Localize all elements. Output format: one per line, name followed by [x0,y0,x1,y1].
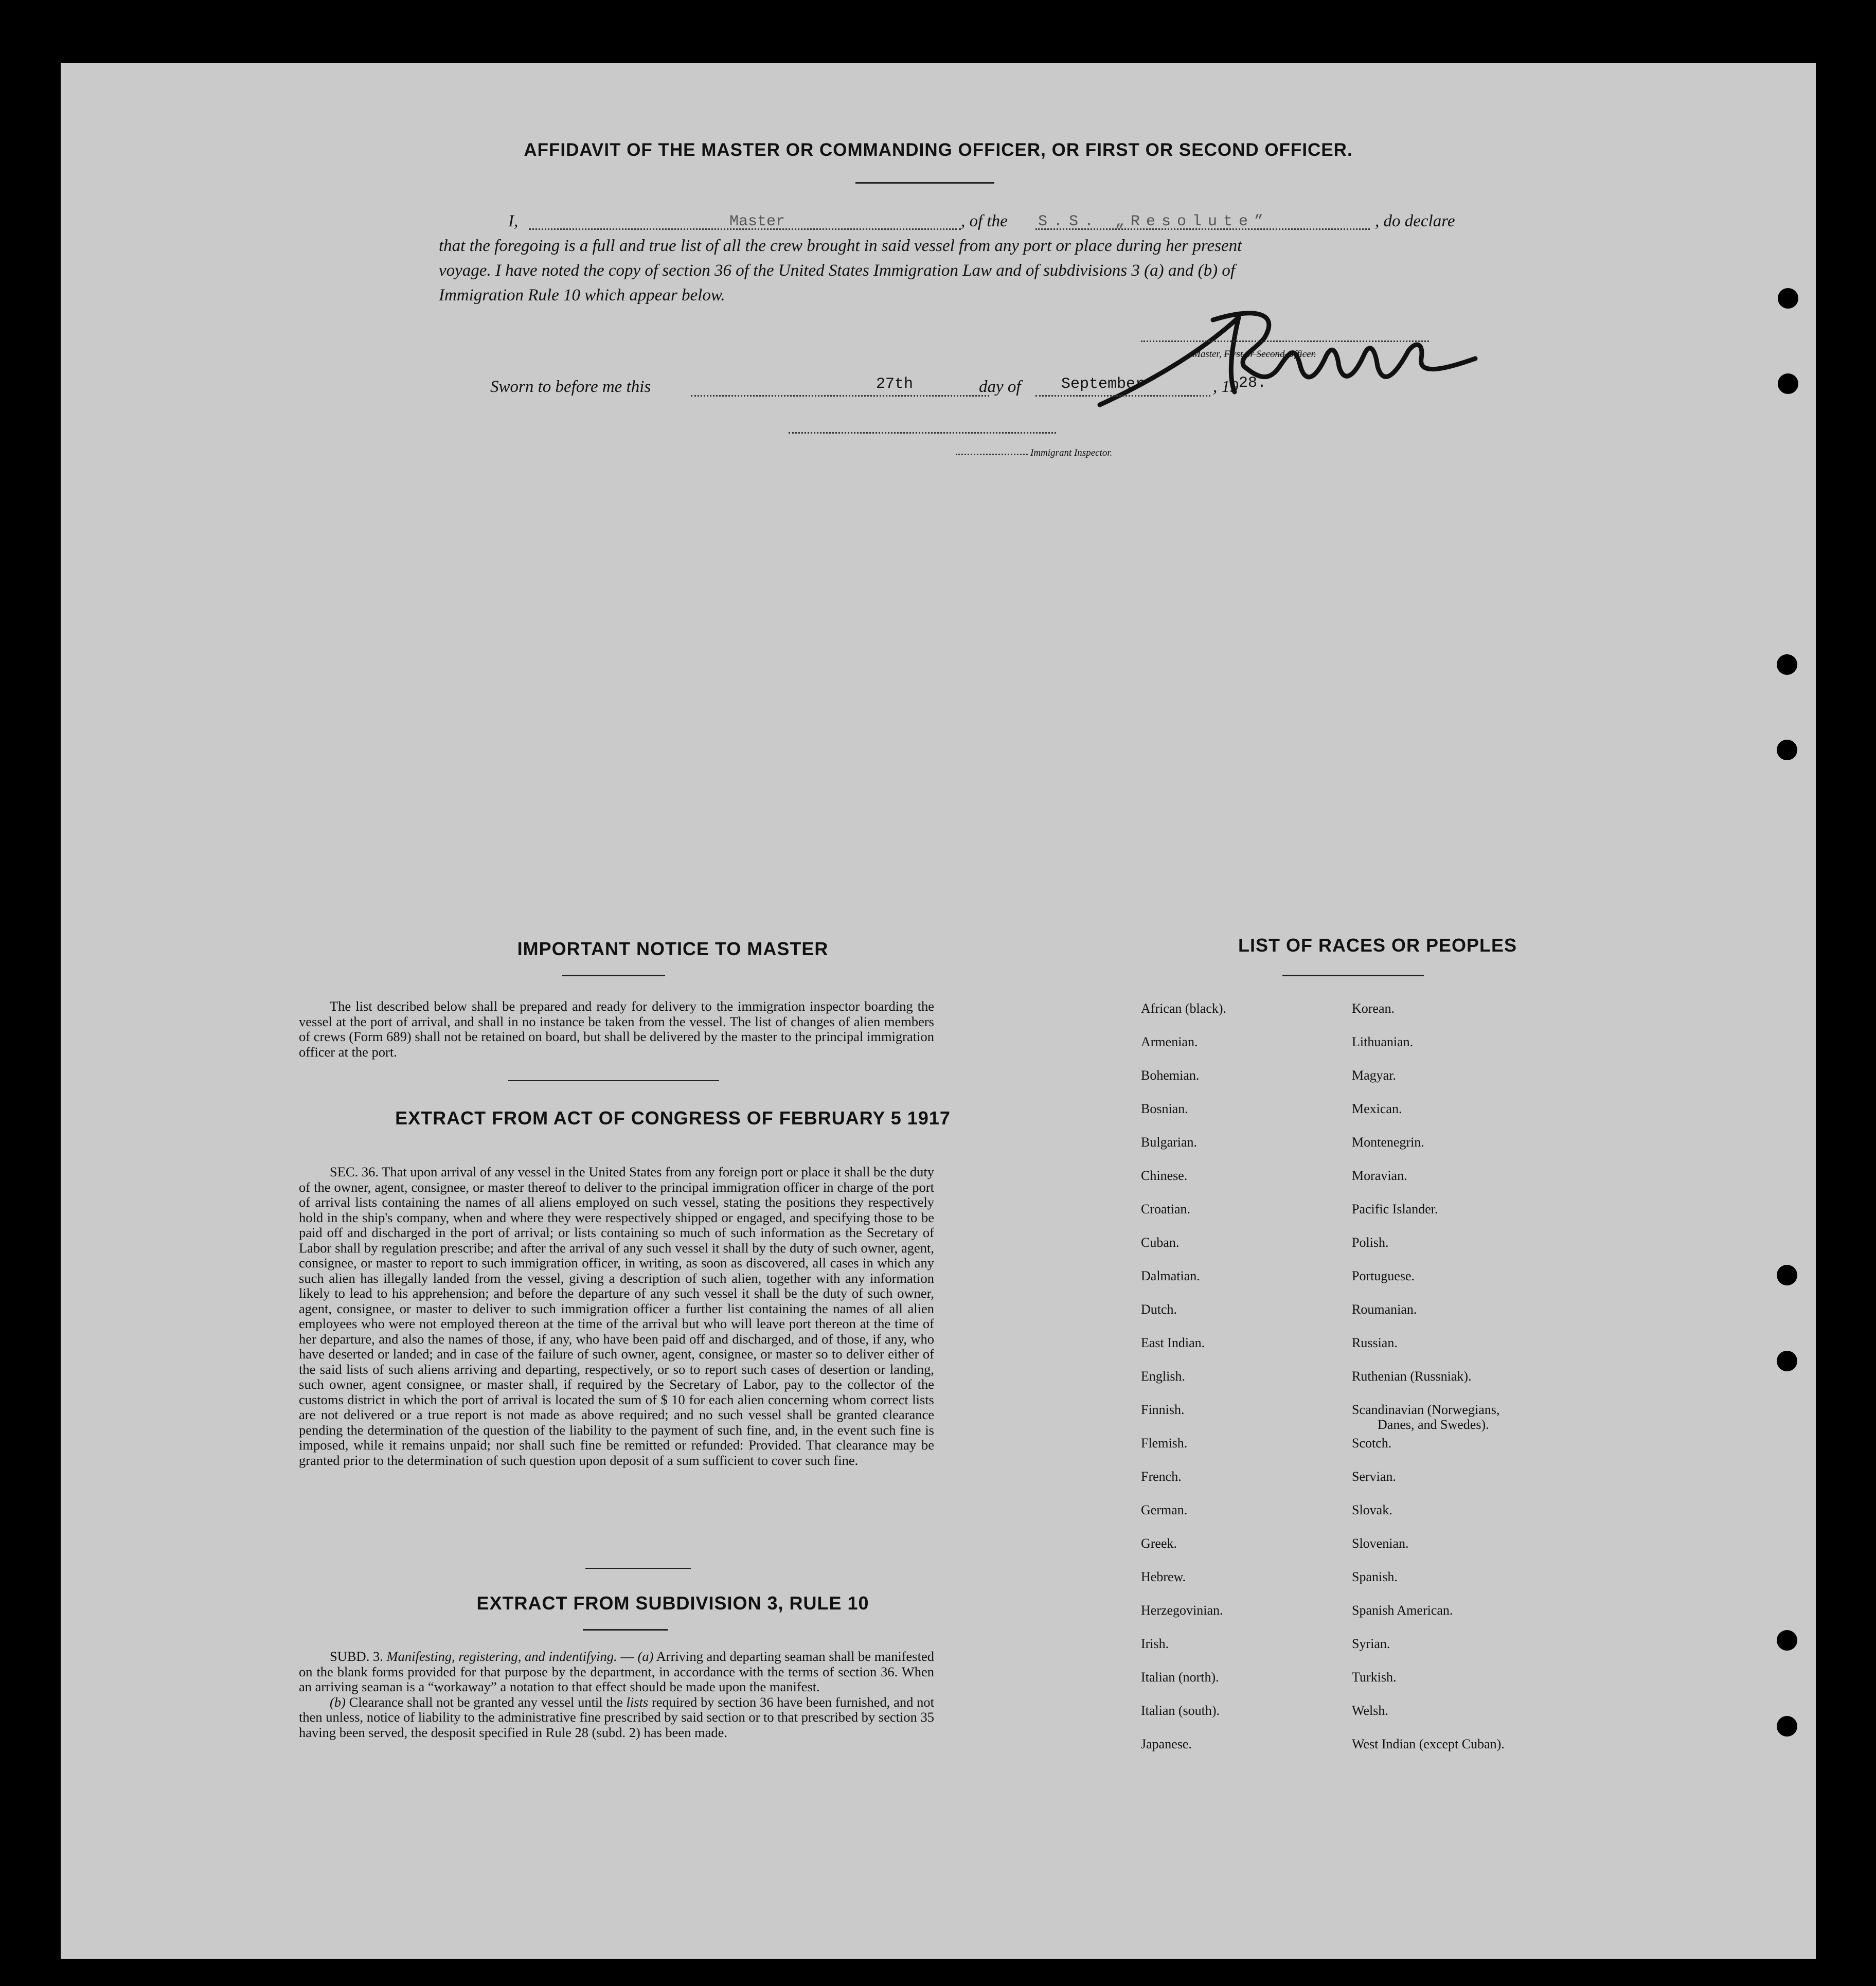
race-left: Bosnian. [1141,1101,1188,1116]
signature-caption [1192,349,1316,360]
race-right: Mexican. [1352,1101,1402,1116]
part-b-lists: lists [626,1694,649,1710]
part-b-text-2: required by section 36 have been furnished, and not then unless, notice of liability to the administrative fine prescribed by said section or to that prescribed by section 35 having been served, the desposit specified in Rule 28 (subd. 2) has been made. [299,1694,935,1740]
race-left: Japanese. [1141,1737,1192,1751]
sworn-label: Sworn to before me this [490,378,651,396]
divider [562,975,665,976]
part-b-label: (b) [330,1694,346,1710]
notice-heading: IMPORTANT NOTICE TO MASTER [517,938,829,959]
part-a-label: (a) [637,1649,654,1664]
race-right: Magyar. [1352,1068,1396,1083]
punch-hole [1778,288,1798,309]
race-left: African (black). [1141,1001,1227,1016]
punch-hole [1777,1265,1797,1285]
race-left: English. [1141,1369,1185,1384]
race-right: Servian. [1352,1469,1396,1484]
rule-text [299,1649,934,1740]
affidavit-line-3: voyage. I have noted the copy of section 36 of the United States Immigration Law and of subdivisions 3 (a) and (b) of [439,261,1236,280]
title-value[interactable]: Master [729,213,785,230]
race-right: Ruthenian (Russniak). [1352,1369,1472,1384]
subd-a-paragraph [299,1649,934,1695]
divider [585,1568,691,1569]
divider [583,1629,668,1631]
race-left: Croatian. [1141,1202,1191,1216]
race-right: Pacific Islander. [1352,1202,1438,1216]
race-right: Montenegrin. [1352,1135,1424,1150]
subd-dash: — [620,1649,638,1664]
inspector-line-1 [789,432,1056,434]
race-left: Italian (south). [1141,1703,1220,1718]
race-right: Syrian. [1352,1636,1390,1651]
year-prefix: , 19 [1213,378,1239,396]
race-left: Armenian. [1141,1034,1198,1049]
rule-heading: EXTRACT FROM SUBDIVISION 3, RULE 10 [476,1593,869,1614]
struck-officer-caption: First or Second Officer. [1224,349,1316,360]
part-b-text-1: Clearance shall not be granted any vessel until the [349,1694,623,1710]
race-left: Bohemian. [1141,1068,1200,1083]
race-left: East Indian. [1141,1335,1205,1350]
race-right: Turkish. [1352,1670,1397,1685]
form-page [61,63,1816,1959]
act-heading: EXTRACT FROM ACT OF CONGRESS OF FEBRUARY 5 1917 [395,1107,951,1129]
race-left: Bulgarian. [1141,1135,1198,1150]
month-value[interactable]: September [1061,375,1145,393]
race-right: Spanish American. [1352,1603,1453,1618]
master-caption: Master, [1192,349,1222,360]
race-left: Finnish. [1141,1402,1185,1417]
race-left: Hebrew. [1141,1569,1186,1584]
i-label: I, [508,212,519,230]
race-right: Welsh. [1352,1703,1388,1718]
declare-label: , do declare [1375,212,1455,230]
race-right: Moravian. [1352,1168,1407,1183]
day-of-label: day of [979,378,1021,396]
race-left: Herzegovinian. [1141,1603,1223,1618]
race-right: West Indian (except Cuban). [1352,1737,1505,1751]
race-left: Greek. [1141,1536,1177,1551]
day-value[interactable]: 27th [876,375,914,393]
race-left: German. [1141,1502,1188,1517]
race-left: Chinese. [1141,1168,1188,1183]
notice-text: The list described below shall be prepared and ready for delivery to the immigration inspector boarding the vessel at the port of arrival, and shall in no instance be taken from the vessel. The list of changes of alien members of crews (Form 689) shall not be retained on board, but shall be delivered by the master to the principal immigration officer at the port. [299,998,934,1060]
race-right: Lithuanian. [1352,1034,1414,1049]
act-text: SEC. 36. That upon arrival of any vessel in the United States from any foreign port or place it shall be the duty of the owner, agent, consignee, or master thereof to deliver to the principal immigration officer in charge of the port of arrival lists containing the names of all aliens employed on such vessel, stating the positions they respectively hold in the ship's company, when and where they were respectively shipped or engaged, and specifying those to be paid off and discharged in the port of arrival; or lists containing so much of such information as the Secretary of Labor shall by regulation prescribe; and after the arrival of any such vessel it shall by the duty of such owner, agent, consignee, or master to report to such immigration officer, in writing, as soon as discovered, all cases in which any such alien has illegally landed from the vessel, giving a description of such alien, together with any information likely to lead to his apprehension; and before the departure of any such vessel it shall be the duty of such owner, agent, consignee, or master to deliver to such immigration officer a further list containing the names of all alien employees who were not employed thereon at the time of the arrival but who will leave port thereon at the time of her departure, and also the names of those, if any, who have been paid off and discharged, and of those, if any, who have deserted or landed; and in case of the failure of such owner, agent, consignee, or master so to deliver either of the said lists of such aliens arriving and departing, respectively, or so to report such cases of desertion or landing, such owner, agent consignee, or master shall, if required by the Secretary of Labor, pay to the collector of the customs district in which the port of arrival is located the sum of $ 10 for each alien concerning whom correct lists are not delivered or a true report is not made as above required; and no such vessel shall be granted clearance pending the determination of the question of the liability to the payment of such fine, and, in the event such fine is imposed, while it remains unpaid; nor shall such fine be remitted or refunded: Provided. That clearance may be granted prior to the determination of such question upon deposit of a sum sufficient to cover such fine. [299,1164,934,1468]
race-right: Roumanian. [1352,1302,1417,1317]
punch-hole [1777,654,1797,675]
race-right: Slovenian. [1352,1536,1409,1551]
races-heading: LIST OF RACES OR PEOPLES [1238,935,1517,956]
race-right: Korean. [1352,1001,1395,1016]
of-the-label: , of the [961,212,1008,230]
race-right: Slovak. [1352,1502,1392,1517]
affidavit-line-2: that the foregoing is a full and true list of all the crew brought in said vessel from any port or place during her present [439,237,1242,255]
affidavit-heading: AFFIDAVIT OF THE MASTER OR COMMANDING OFFICER, OR FIRST OR SECOND OFFICER. [524,140,1353,160]
race-right-continuation: Danes, and Swedes). [1378,1417,1489,1432]
punch-hole [1778,373,1798,394]
month-fill-line [1035,395,1210,397]
race-left: Dutch. [1141,1302,1177,1317]
race-right: Scandinavian (Norwegians, [1352,1402,1500,1417]
inspector-label: Immigrant Inspector. [1030,448,1113,458]
punch-hole [1777,740,1797,760]
divider [1282,975,1424,976]
race-right: Polish. [1352,1235,1389,1250]
day-fill-line [691,395,989,397]
race-left: Cuban. [1141,1235,1180,1250]
race-right: Russian. [1352,1335,1398,1350]
race-left: French. [1141,1469,1182,1484]
race-left: Italian (north). [1141,1670,1219,1685]
affidavit-line-4: Immigration Rule 10 which appear below. [439,286,725,305]
year-value[interactable]: 28. [1239,374,1267,392]
race-right: Portuguese. [1352,1268,1415,1283]
signature-line [1141,341,1429,342]
vessel-value[interactable]: S.S. „Resolute” [1038,213,1270,230]
part-a-text: Arriving and departing seaman shall be manifested on the blank forms provided for that purpose by the department, in accordance with the terms of section 36. When an arriving seaman is a “workaway” a notation to that effect should be made upon the manifest. [299,1649,934,1694]
subd-b-paragraph [299,1695,934,1741]
race-right: Scotch. [1352,1436,1392,1451]
punch-hole [1777,1630,1797,1651]
divider [855,182,994,184]
subd-title: Manifesting, registering, and indentifying. [386,1649,617,1664]
punch-hole [1777,1716,1797,1737]
subd-label: SUBD. 3. [330,1649,383,1664]
race-left: Flemish. [1141,1436,1188,1451]
divider [508,1080,719,1081]
punch-hole [1777,1351,1797,1371]
race-left: Irish. [1141,1636,1169,1651]
race-left: Dalmatian. [1141,1268,1200,1283]
race-right: Spanish. [1352,1569,1398,1584]
inspector-line-2 [956,454,1028,455]
